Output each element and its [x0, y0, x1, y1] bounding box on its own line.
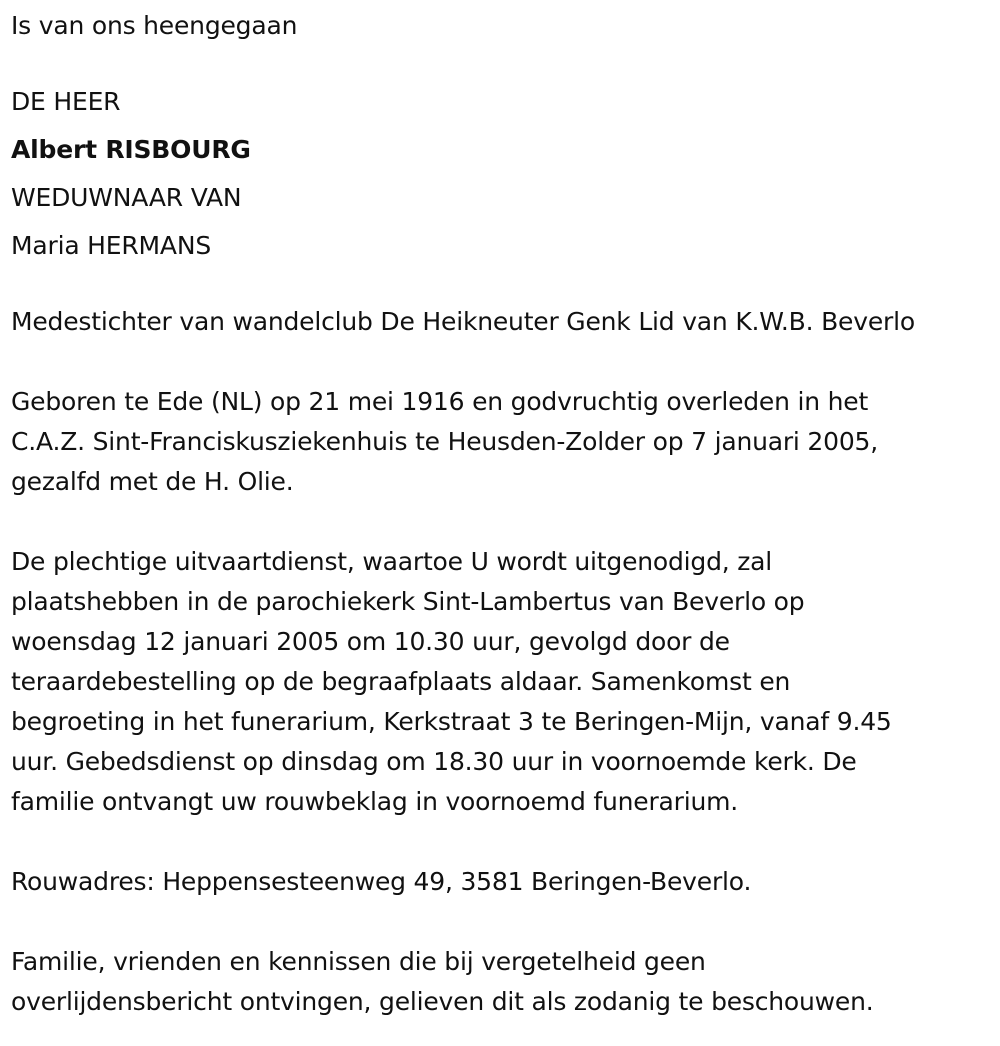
spacer	[11, 342, 996, 382]
paragraph-line: familie ontvangt uw rouwbeklag in voornoemd funerarium.	[11, 787, 739, 816]
spacer	[11, 502, 996, 542]
paragraph-line: overlijdensbericht ontvingen, gelieven dit als zodanig te beschouwen.	[11, 987, 874, 1016]
paragraph-line: Geboren te Ede (NL) op 21 mei 1916 en godvruchtig overleden in het	[11, 387, 869, 416]
paragraph-line: Familie, vrienden en kennissen die bij vergetelheid geen	[11, 947, 706, 976]
spouse-name: Maria HERMANS	[11, 231, 211, 260]
title-line: DE HEER	[11, 87, 121, 116]
paragraph-line: uur. Gebedsdienst op dinsdag om 18.30 uur in voornoemde kerk. De	[11, 747, 857, 776]
intro-line: Is van ons heengegaan	[11, 11, 298, 40]
paragraph-line: begroeting in het funerarium, Kerkstraat 3 te Beringen-Mijn, vanaf 9.45	[11, 707, 892, 736]
closing-paragraph	[11, 942, 996, 1022]
spacer	[11, 270, 996, 302]
paragraph-line: gezalfd met de H. Olie.	[11, 467, 294, 496]
paragraph-line: C.A.Z. Sint-Franciskusziekenhuis te Heusden-Zolder op 7 januari 2005,	[11, 427, 878, 456]
death-notice	[11, 6, 996, 1022]
birth-death-paragraph	[11, 382, 996, 502]
spacer	[11, 902, 996, 942]
affiliation-line: Medestichter van wandelclub De Heikneuter Genk Lid van K.W.B. Beverlo	[11, 307, 915, 336]
spacer	[11, 822, 996, 862]
deceased-name: Albert RISBOURG	[11, 135, 251, 164]
paragraph-line: woensdag 12 januari 2005 om 10.30 uur, gevolgd door de	[11, 627, 730, 656]
paragraph-line: teraardebestelling op de begraafplaats aldaar. Samenkomst en	[11, 667, 791, 696]
funeral-paragraph	[11, 542, 996, 822]
widower-label: WEDUWNAAR VAN	[11, 183, 242, 212]
spacer	[11, 46, 996, 78]
paragraph-line: De plechtige uitvaartdienst, waartoe U wordt uitgenodigd, zal	[11, 547, 773, 576]
paragraph-line: plaatshebben in de parochiekerk Sint-Lambertus van Beverlo op	[11, 587, 805, 616]
address-line: Rouwadres: Heppensesteenweg 49, 3581 Beringen-Beverlo.	[11, 867, 752, 896]
